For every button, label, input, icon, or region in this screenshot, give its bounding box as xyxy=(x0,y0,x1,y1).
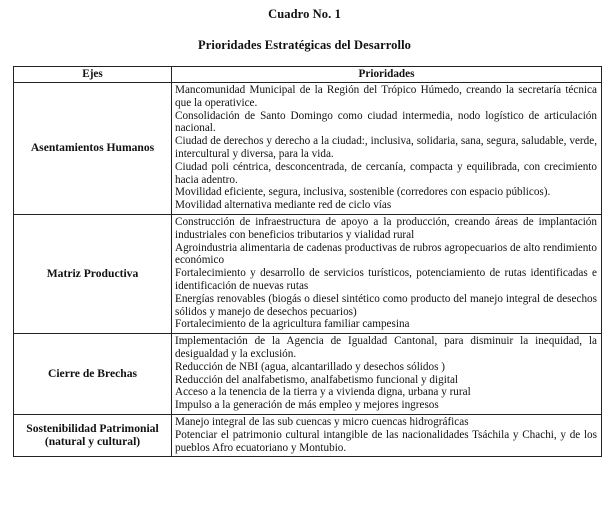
priority-item: Energías renovables (biogás o diesel sintético como producto del manejo integral de desechos sólidos y manejo de desechos pecuarios) xyxy=(175,292,597,318)
priority-item: Ciudad de derechos y derecho a la ciudad:, inclusiva, solidaria, sana, segura, saludable, verde, intercultural y diversa, para la vida. xyxy=(175,135,597,160)
eje-cell: Cierre de Brechas xyxy=(14,334,172,415)
priority-item: Fortalecimiento de la agricultura familiar campesina xyxy=(175,318,410,331)
priority-item: Agroindustria alimentaria de cadenas productivas de rubros agropecuarios de alto rendimiento económico xyxy=(175,241,597,267)
priority-item: Implementación de la Agencia de Igualdad Cantonal, para disminuir la inequidad, la desigualdad y la exclusión. xyxy=(175,335,597,360)
priority-item: Consolidación de Santo Domingo como ciudad intermedia, nodo logístico de articulación nacional. xyxy=(175,109,597,135)
priority-item: Acceso a la tenencia de la tierra y a vivienda digna, urbana y rural xyxy=(175,386,471,399)
table-row xyxy=(14,83,602,215)
priority-item: Potenciar el patrimonio cultural intangible de las nacionalidades Tsáchila y Chachi, y de los pueblos Afro ecuatoriano y Montubio. xyxy=(175,428,597,454)
priorities-table xyxy=(13,66,602,457)
table-row xyxy=(14,214,602,333)
eje-cell: Sostenibilidad Patrimonial (natural y cultural) xyxy=(14,414,172,456)
priority-item: Reducción del analfabetismo, analfabetismo funcional y digital xyxy=(175,373,459,386)
priority-item: Movilidad alternativa mediante red de ciclo vías xyxy=(175,199,392,212)
prioridades-cell xyxy=(172,214,602,333)
priority-item: Manejo integral de las sub cuencas y micro cuencas hidrográficas xyxy=(175,415,469,428)
priority-item: Fortalecimiento y desarrollo de servicios turísticos, potenciamiento de rutas identificadas e identificación de nuevas rutas xyxy=(175,267,597,292)
priority-item: Impulso a la generación de más empleo y mejores ingresos xyxy=(175,399,439,412)
prioridades-cell xyxy=(172,334,602,415)
priority-item: Ciudad poli céntrica, desconcentrada, de cercanía, compacta y equilibrada, con crecimiento hacia adentro. xyxy=(175,160,597,186)
table-row xyxy=(14,414,602,456)
document-subtitle: Prioridades Estratégicas del Desarrollo xyxy=(197,38,411,52)
prioridades-cell xyxy=(172,414,602,456)
document-title: Cuadro No. 1 xyxy=(268,7,341,21)
priority-item: Reducción de NBI (agua, alcantarillado y desechos sólidos ) xyxy=(175,360,445,373)
eje-cell: Matriz Productiva xyxy=(14,214,172,333)
table-row xyxy=(14,334,602,415)
column-header-ejes: Ejes xyxy=(14,67,172,83)
table-header-row xyxy=(14,67,602,83)
prioridades-cell xyxy=(172,83,602,215)
priority-item: Construcción de infraestructura de apoyo a la producción, creando áreas de implantación industriales con beneficios tributarios y vialidad rural xyxy=(175,215,597,241)
priority-item: Mancomunidad Municipal de la Región del Trópico Húmedo, creando la secretaría técnica que la operativice. xyxy=(175,84,597,109)
column-header-prioridades: Prioridades xyxy=(172,67,602,83)
eje-cell: Asentamientos Humanos xyxy=(14,83,172,215)
priority-item: Movilidad eficiente, segura, inclusiva, sostenible (corredores con espacio públicos). xyxy=(175,186,551,199)
